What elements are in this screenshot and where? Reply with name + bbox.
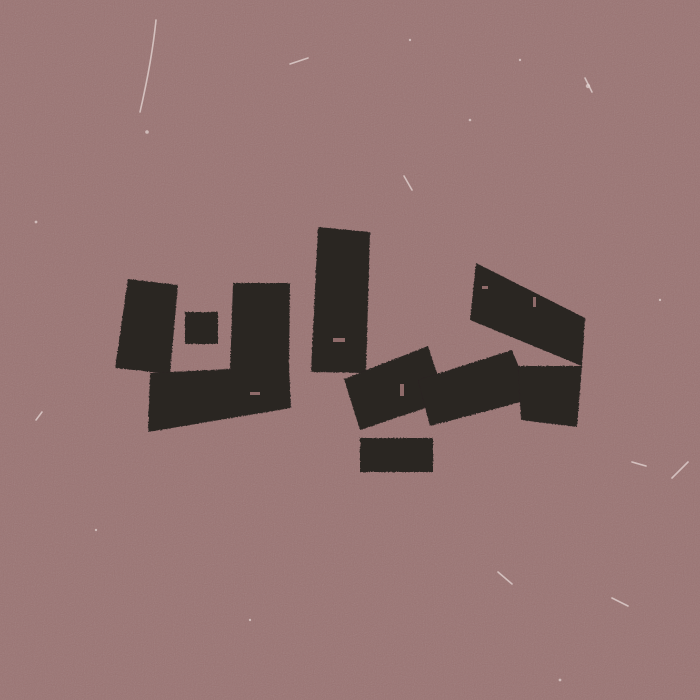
dust-speck bbox=[659, 299, 661, 301]
dust-speck bbox=[35, 221, 38, 224]
dust-speck bbox=[249, 619, 251, 621]
dust-speck bbox=[469, 119, 472, 122]
dust-speck bbox=[145, 130, 149, 134]
haa-tail bbox=[518, 366, 582, 427]
alef-stem bbox=[311, 227, 370, 373]
wear-mark bbox=[400, 384, 404, 396]
dust-speck bbox=[519, 59, 521, 61]
noon-right-wall bbox=[230, 283, 290, 372]
yaa-dot bbox=[360, 438, 433, 472]
dust-speck bbox=[586, 84, 590, 88]
dust-speck bbox=[409, 39, 411, 41]
dust-speck bbox=[559, 679, 562, 682]
wear-mark bbox=[482, 286, 488, 289]
noon-dot bbox=[185, 312, 218, 344]
wear-mark bbox=[250, 392, 260, 395]
wear-mark bbox=[333, 338, 345, 342]
dust-speck bbox=[95, 529, 97, 531]
wear-mark bbox=[533, 297, 536, 307]
